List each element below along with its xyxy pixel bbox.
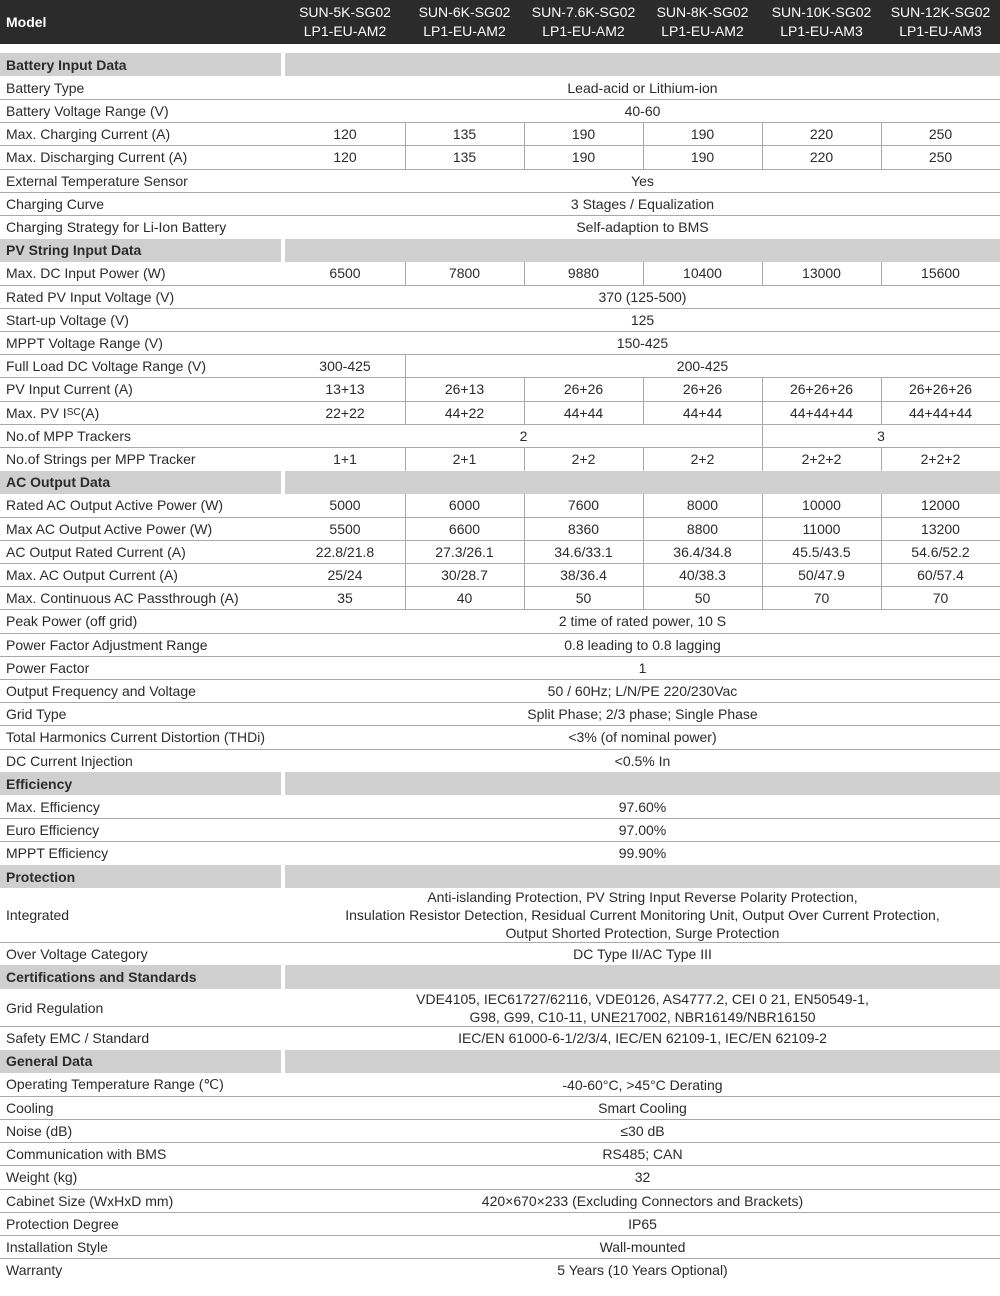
value-cell: 35 — [337, 590, 353, 607]
table-row — [0, 795, 1000, 818]
value-cell: 6000 — [448, 497, 481, 514]
table-row — [0, 1235, 1000, 1258]
section-row — [0, 53, 1000, 76]
value-cell: 125 — [630, 311, 655, 328]
value-cell: Wall-mounted — [599, 1238, 686, 1255]
table-row — [0, 123, 1000, 146]
row-label-main: Max. PV I — [6, 404, 67, 421]
model-name-1: SUN-5K-SG02 LP1-EU-AM2 — [299, 4, 391, 39]
row-label: Euro Efficiency — [6, 822, 100, 839]
column-divider — [762, 494, 763, 517]
row-label: Charging Strategy for Li-Ion Battery — [6, 218, 227, 235]
table-row — [0, 888, 1000, 942]
table-row — [0, 401, 1000, 424]
value-cell: 36.4/34.8 — [673, 543, 732, 560]
section-bar — [285, 865, 1000, 888]
row-label: Start-up Voltage (V) — [6, 311, 129, 328]
section-row — [0, 965, 1000, 988]
column-divider — [524, 262, 525, 285]
section-row — [0, 772, 1000, 795]
value-cell: 50 — [694, 590, 711, 607]
table-row — [0, 726, 1000, 749]
value-cell: 22.8/21.8 — [315, 543, 375, 560]
column-divider — [762, 146, 763, 169]
value-cell: 26+26 — [682, 381, 723, 398]
value-cell: 250 — [928, 149, 953, 166]
column-divider — [405, 563, 406, 586]
row-label: Battery Voltage Range (V) — [6, 102, 169, 119]
model-name-4: SUN-8K-SG02 LP1-EU-AM2 — [656, 4, 749, 39]
value-cell: 10400 — [683, 265, 722, 282]
value-cell: 190 — [571, 149, 596, 166]
value-cell: 220 — [809, 126, 834, 143]
value-cell: 40/38.3 — [679, 566, 726, 583]
section-bar — [285, 239, 1000, 262]
row-label — [0, 401, 281, 424]
section-bar — [285, 471, 1000, 494]
column-divider — [881, 494, 882, 517]
column-divider — [643, 401, 644, 424]
value-cell: 70 — [932, 590, 949, 607]
value-cell: 45.5/43.5 — [792, 543, 851, 560]
table-row — [0, 633, 1000, 656]
value-cell: 8360 — [567, 520, 600, 537]
value-cell: 135 — [452, 126, 477, 143]
value-cell: 25/24 — [327, 566, 363, 583]
row-label: Power Factor — [6, 659, 90, 676]
header-label: Model — [6, 14, 47, 30]
value-cell: 26+13 — [444, 381, 485, 398]
value-cell: 50 / 60Hz; L/N/PE 220/230Vac — [547, 682, 738, 699]
table-row — [0, 1096, 1000, 1119]
row-label: Over Voltage Category — [6, 945, 148, 962]
value-cell: 27.3/26.1 — [435, 543, 494, 560]
column-divider — [524, 494, 525, 517]
value-cell: Split Phase; 2/3 phase; Single Phase — [527, 706, 758, 723]
value-cell: 10000 — [802, 497, 841, 514]
column-divider — [881, 563, 882, 586]
value-cell: 2+1 — [452, 450, 477, 467]
column-divider — [643, 262, 644, 285]
value-cell: 30/28.7 — [441, 566, 488, 583]
column-divider — [881, 447, 882, 470]
row-label-sub: SC — [66, 407, 81, 419]
section-title: AC Output Data — [0, 471, 281, 494]
row-label: MPPT Voltage Range (V) — [6, 334, 163, 351]
row-label: Communication with BMS — [6, 1146, 167, 1163]
table-row — [0, 749, 1000, 772]
column-divider — [643, 563, 644, 586]
row-label: AC Output Rated Current (A) — [6, 543, 186, 560]
value-cell: RS485; CAN — [602, 1146, 683, 1163]
table-row — [0, 610, 1000, 633]
table-row — [0, 1143, 1000, 1166]
value-cell: DC Type II/AC Type III — [573, 945, 712, 962]
value-cell: 2+2 — [571, 450, 596, 467]
value-cell: 44+44+44 — [789, 404, 854, 421]
value-cell: 13000 — [802, 265, 841, 282]
value-cell: 190 — [690, 126, 715, 143]
column-divider — [762, 401, 763, 424]
section-bar — [285, 965, 1000, 988]
table-row — [0, 308, 1000, 331]
row-label: Power Factor Adjustment Range — [6, 636, 208, 653]
column-divider — [524, 378, 525, 401]
column-divider — [881, 517, 882, 540]
value-cell: 0.8 leading to 0.8 lagging — [564, 636, 721, 653]
value-cell: 120 — [333, 149, 357, 166]
row-label: Charging Curve — [6, 195, 105, 212]
value-cell: 44+44 — [563, 404, 604, 421]
value-cell: 13+13 — [325, 381, 365, 398]
column-divider — [524, 401, 525, 424]
value-cell: -40-60°C, >45°C Derating — [562, 1076, 723, 1093]
row-label: Weight (kg) — [6, 1169, 78, 1186]
column-divider — [762, 587, 763, 610]
row-label-tail: (A) — [80, 404, 100, 421]
column-divider — [881, 146, 882, 169]
table-row — [0, 1189, 1000, 1212]
column-divider — [524, 123, 525, 146]
value-cell: IEC/EN 61000-6-1/2/3/4, IEC/EN 62109-1, IEC/EN 62109-2 — [458, 1030, 827, 1047]
column-divider — [524, 146, 525, 169]
value-cell: 8800 — [686, 520, 719, 537]
table-row — [0, 563, 1000, 586]
table-row — [0, 989, 1000, 1027]
row-label: Battery Type — [6, 79, 85, 96]
value-cell: 7600 — [567, 497, 600, 514]
column-divider — [762, 517, 763, 540]
value-cell: 6600 — [448, 520, 481, 537]
row-label: Cabinet Size (WxHxD mm) — [6, 1192, 174, 1209]
column-divider — [762, 447, 763, 470]
row-label: Safety EMC / Standard — [6, 1030, 150, 1047]
table-row — [0, 76, 1000, 99]
model-name-2: SUN-6K-SG02 LP1-EU-AM2 — [418, 4, 511, 39]
column-divider — [405, 447, 406, 470]
row-label: DC Current Injection — [6, 752, 133, 769]
section-row — [0, 239, 1000, 262]
value-cell: 3 Stages / Equalization — [570, 195, 715, 212]
section-row — [0, 865, 1000, 888]
table-row — [0, 703, 1000, 726]
row-label: PV Input Current (A) — [6, 381, 133, 398]
row-label: Operating Temperature Range (℃) — [6, 1076, 224, 1093]
column-divider — [643, 447, 644, 470]
value-cell: 44+44 — [682, 404, 723, 421]
table-row — [0, 1027, 1000, 1050]
value-cell: 135 — [452, 149, 477, 166]
table-row — [0, 540, 1000, 563]
row-label: MPPT Efficiency — [6, 845, 109, 862]
column-divider — [881, 401, 882, 424]
value-cell: Smart Cooling — [598, 1099, 687, 1116]
value-cell: 8000 — [686, 497, 719, 514]
table-row — [0, 146, 1000, 169]
section-title: Certifications and Standards — [0, 965, 281, 988]
value-cell: 13200 — [921, 520, 960, 537]
table-row — [0, 331, 1000, 354]
value-cell: 40-60 — [624, 102, 661, 119]
value-cell: 26+26+26 — [789, 381, 854, 398]
column-divider — [762, 540, 763, 563]
row-label: Noise (dB) — [6, 1122, 73, 1139]
value-cell: 97.60% — [618, 798, 667, 815]
column-divider — [524, 540, 525, 563]
column-divider — [881, 123, 882, 146]
row-label: Grid Type — [6, 706, 67, 723]
value-cell: 5500 — [329, 520, 361, 537]
section-row — [0, 471, 1000, 494]
row-label: Cooling — [6, 1099, 54, 1116]
value-cell: 300-425 — [319, 358, 371, 375]
value-cell: 2 — [519, 427, 528, 444]
column-divider — [405, 540, 406, 563]
value-cell: <0.5% In — [614, 752, 671, 769]
value-cell: 97.00% — [618, 822, 667, 839]
column-divider — [405, 146, 406, 169]
value-cell: 60/57.4 — [917, 566, 964, 583]
column-divider — [405, 587, 406, 610]
section-bar — [285, 53, 1000, 76]
table-row — [0, 99, 1000, 122]
value-cell: 250 — [928, 126, 953, 143]
row-label: Max. Efficiency — [6, 798, 100, 815]
value-cell: 370 (125-500) — [598, 288, 687, 305]
column-divider — [524, 563, 525, 586]
value-cell: 420×670×233 (Excluding Connectors and Brackets) — [481, 1192, 804, 1209]
table-row — [0, 819, 1000, 842]
value-cell: 32 — [634, 1169, 651, 1186]
column-divider — [405, 401, 406, 424]
row-label: Integrated — [6, 907, 70, 924]
value-cell: 26+26 — [563, 381, 604, 398]
value-cell: 2+2+2 — [920, 450, 961, 467]
column-divider — [405, 494, 406, 517]
column-divider — [643, 517, 644, 540]
row-label: Warranty — [6, 1262, 63, 1279]
value-cell: 26+26+26 — [908, 381, 973, 398]
value-cell: 44+44+44 — [908, 404, 973, 421]
value-cell: 1 — [638, 659, 647, 676]
value-cell: 38/36.4 — [560, 566, 607, 583]
value-cell: 6500 — [329, 265, 361, 282]
value-cell: 54.6/52.2 — [911, 543, 970, 560]
value-cell: 99.90% — [618, 845, 667, 862]
column-divider — [762, 424, 763, 447]
value-cell: 40 — [456, 590, 473, 607]
value-cell: Self-adaption to BMS — [576, 218, 709, 235]
row-label: Installation Style — [6, 1238, 108, 1255]
table-row — [0, 1166, 1000, 1189]
row-label: Rated AC Output Active Power (W) — [6, 497, 224, 514]
column-divider — [524, 447, 525, 470]
row-label: Max. Discharging Current (A) — [6, 149, 188, 166]
value-cell: 11000 — [802, 520, 841, 537]
section-bar — [285, 772, 1000, 795]
table-row — [0, 262, 1000, 285]
row-label: Total Harmonics Current Distortion (THDi) — [6, 729, 266, 746]
value-cell: 70 — [813, 590, 830, 607]
row-label: Max. Continuous AC Passthrough (A) — [6, 590, 239, 607]
value-cell: 150-425 — [616, 334, 669, 351]
column-divider — [762, 123, 763, 146]
column-divider — [405, 378, 406, 401]
column-divider — [405, 355, 406, 378]
column-divider — [881, 262, 882, 285]
model-name-3: SUN-7.6K-SG02 LP1-EU-AM2 — [531, 4, 636, 39]
row-label: Peak Power (off grid) — [6, 613, 138, 630]
section-title: PV String Input Data — [0, 239, 281, 262]
value-cell: 44+22 — [444, 404, 485, 421]
section-bar — [285, 1050, 1000, 1073]
value-cell: 190 — [690, 149, 715, 166]
table-row — [0, 424, 1000, 447]
column-divider — [762, 378, 763, 401]
value-cell: 200-425 — [676, 358, 729, 375]
column-divider — [524, 517, 525, 540]
column-divider — [881, 587, 882, 610]
table-row — [0, 1119, 1000, 1142]
value-cell: 2+2 — [690, 450, 715, 467]
value-cell: <3% (of nominal power) — [568, 729, 717, 746]
column-divider — [881, 378, 882, 401]
table-row — [0, 587, 1000, 610]
row-label: External Temperature Sensor — [6, 172, 188, 189]
value-cell: 2 time of rated power, 10 S — [558, 613, 727, 630]
section-row — [0, 1050, 1000, 1073]
table-row — [0, 942, 1000, 965]
model-name-5: SUN-10K-SG02 LP1-EU-AM3 — [771, 4, 872, 39]
row-label: Rated PV Input Voltage (V) — [6, 288, 175, 305]
row-label: Max AC Output Active Power (W) — [6, 520, 213, 537]
value-cell: 22+22 — [325, 404, 365, 421]
value-cell: 9880 — [567, 265, 600, 282]
column-divider — [524, 587, 525, 610]
column-divider — [643, 587, 644, 610]
column-divider — [643, 146, 644, 169]
value-cell: 3 — [877, 427, 885, 444]
section-title: Battery Input Data — [0, 53, 281, 76]
row-label: Protection Degree — [6, 1215, 119, 1232]
value-cell: 190 — [571, 126, 596, 143]
table-row — [0, 447, 1000, 470]
column-divider — [762, 563, 763, 586]
table-row — [0, 1073, 1000, 1096]
value-cell: 220 — [809, 149, 834, 166]
table-row — [0, 842, 1000, 865]
row-label: Grid Regulation — [6, 999, 104, 1016]
value-cell: 7800 — [448, 265, 481, 282]
value-cell: 1+1 — [333, 450, 357, 467]
column-divider — [881, 540, 882, 563]
row-label: Full Load DC Voltage Range (V) — [6, 358, 206, 375]
row-label: No.of MPP Trackers — [6, 427, 132, 444]
section-title: General Data — [0, 1050, 281, 1073]
value-cell: 34.6/33.1 — [554, 543, 613, 560]
value-cell: 15600 — [921, 265, 960, 282]
value-cell: Lead-acid or Lithium-ion — [567, 79, 718, 96]
table-row — [0, 285, 1000, 308]
table-row — [0, 517, 1000, 540]
table-row — [0, 378, 1000, 401]
value-cell: 5000 — [329, 497, 361, 514]
row-label: Output Frequency and Voltage — [6, 682, 196, 699]
column-divider — [643, 123, 644, 146]
row-label: Max. Charging Current (A) — [6, 126, 171, 143]
column-divider — [643, 378, 644, 401]
value-cell: 5 Years (10 Years Optional) — [557, 1262, 728, 1279]
row-label: Max. AC Output Current (A) — [6, 566, 178, 583]
value-cell: 50/47.9 — [798, 566, 845, 583]
column-divider — [405, 123, 406, 146]
header-row — [0, 0, 1000, 44]
column-divider — [762, 262, 763, 285]
table-row — [0, 494, 1000, 517]
table-row — [0, 1212, 1000, 1235]
table-row — [0, 355, 1000, 378]
column-divider — [405, 517, 406, 540]
table-row — [0, 656, 1000, 679]
column-divider — [405, 262, 406, 285]
value-cell: ≤30 dB — [620, 1122, 665, 1139]
section-title: Protection — [0, 865, 281, 888]
value-cell: 120 — [333, 126, 357, 143]
section-title: Efficiency — [0, 772, 281, 795]
table-row — [0, 679, 1000, 702]
table-row — [0, 169, 1000, 192]
value-cell: 12000 — [921, 497, 960, 514]
column-divider — [643, 494, 644, 517]
value-cell: 50 — [575, 590, 592, 607]
model-name-6: SUN-12K-SG02 LP1-EU-AM3 — [890, 4, 991, 39]
value-cell: Anti-islanding Protection, PV String Input Reverse Polarity Protection, Insulation Resistor Detection, Residual Current Monitoring Unit, Output Over Current Protection, Output Shorted Protection, Surge Protection — [345, 889, 940, 942]
row-label: Max. DC Input Power (W) — [6, 265, 166, 282]
value-cell: VDE4105, IEC61727/62116, VDE0126, AS4777.2, CEI 0 21, EN50549-1, G98, G99, C10-11, UNE217002, NBR16149/NBR16150 — [416, 990, 869, 1025]
value-cell: IP65 — [628, 1215, 657, 1232]
value-cell: Yes — [631, 172, 654, 189]
table-row — [0, 1259, 1000, 1282]
value-cell: 2+2+2 — [801, 450, 842, 467]
table-row — [0, 215, 1000, 238]
column-divider — [643, 540, 644, 563]
row-label: No.of Strings per MPP Tracker — [6, 450, 196, 467]
table-row — [0, 192, 1000, 215]
